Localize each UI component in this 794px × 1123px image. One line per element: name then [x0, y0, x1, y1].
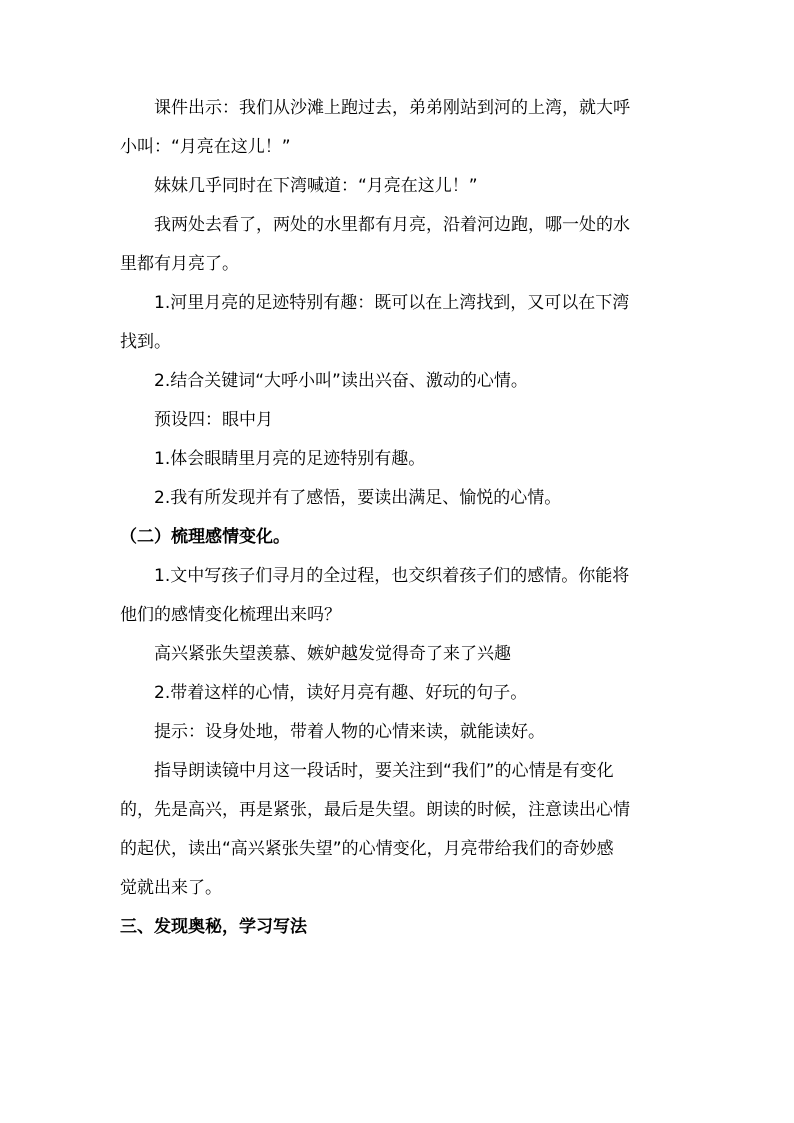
paragraph-line: 指导朗读镜中月这一段话时，要关注到“我们”的心情是有变化 — [154, 761, 614, 781]
paragraph-line: 我两处去看了，两处的水里都有月亮，沿着河边跑，哪一处的水 — [154, 215, 630, 235]
paragraph-line: 找到。 — [120, 332, 171, 352]
document-page — [120, 98, 680, 937]
section-heading: 三、发现奥秘，学习写法 — [120, 917, 307, 937]
paragraph-line: 2.我有所发现并有了感悟，要读出满足、愉悦的心情。 — [154, 488, 562, 508]
paragraph-line: 提示：设身处地，带着人物的心情来读，就能读好。 — [154, 722, 545, 742]
paragraph-line: 1.体会眼睛里月亮的足迹特别有趣。 — [154, 449, 426, 469]
paragraph-line: 2.带着这样的心情，读好月亮有趣、好玩的句子。 — [154, 683, 528, 703]
paragraph-line: 妹妹几乎同时在下湾喊道：“月亮在这儿！” — [154, 176, 478, 196]
paragraph-line: 1.文中写孩子们寻月的全过程，也交织着孩子们的感情。你能将 — [154, 566, 630, 586]
section-heading: （二）梳理感情变化。 — [120, 527, 290, 547]
paragraph-line: 觉就出来了。 — [120, 878, 222, 898]
paragraph-line: 他们的感情变化梳理出来吗？ — [120, 605, 341, 625]
paragraph-line: 2.结合关键词“大呼小叫”读出兴奋、激动的心情。 — [154, 371, 528, 391]
paragraph-line: 里都有月亮了。 — [120, 254, 239, 274]
paragraph-line: 的，先是高兴，再是紧张，最后是失望。朗读的时候，注意读出心情 — [120, 800, 630, 820]
paragraph-line: 课件出示：我们从沙滩上跑过去，弟弟刚站到河的上湾，就大呼 — [154, 98, 630, 118]
paragraph-line: 高兴紧张失望羡慕、嫉妒越发觉得奇了来了兴趣 — [154, 644, 511, 664]
paragraph-line: 小叫：“月亮在这儿！” — [120, 137, 291, 157]
paragraph-line: 预设四：眼中月 — [154, 410, 273, 430]
paragraph-line: 的起伏，读出“高兴紧张失望”的心情变化，月亮带给我们的奇妙感 — [120, 839, 614, 859]
paragraph-line: 1.河里月亮的足迹特别有趣：既可以在上湾找到，又可以在下湾 — [154, 293, 630, 313]
